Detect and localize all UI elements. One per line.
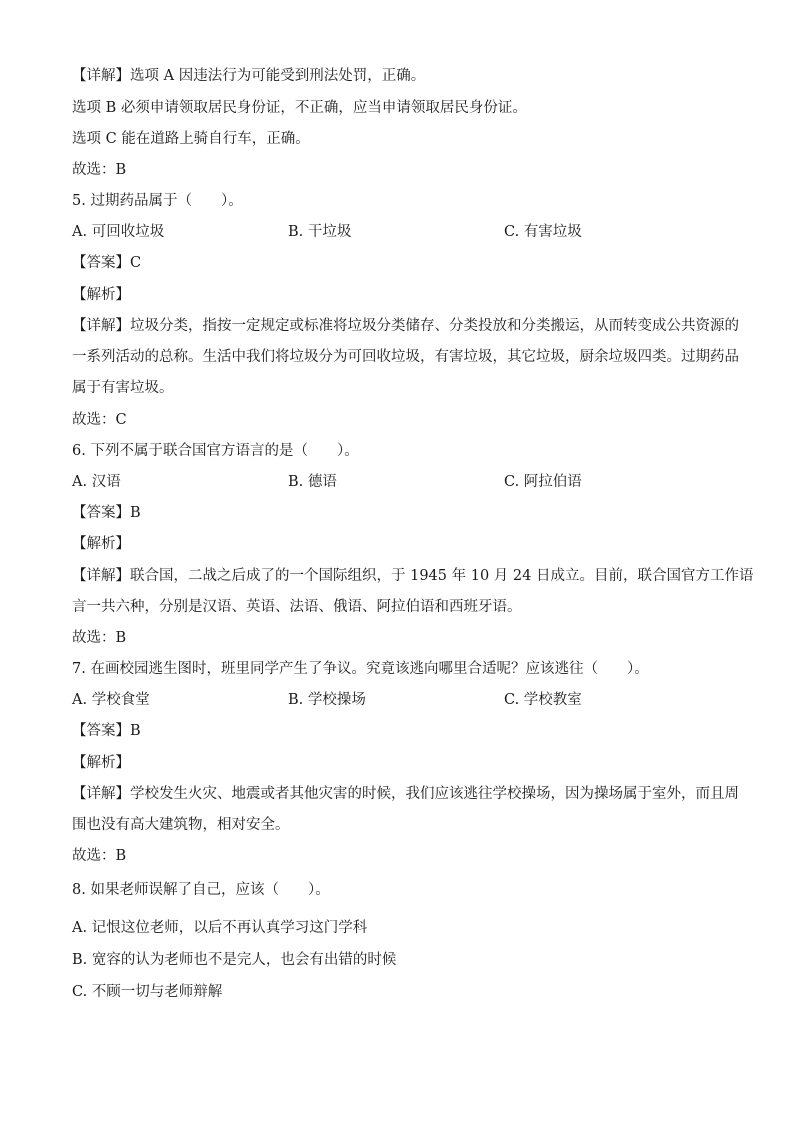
q7-detail-line2: 围也没有高大建筑物，相对安全。 (72, 817, 290, 833)
q8-question: 8. 如果老师误解了自己，应该（ ）。 (72, 882, 330, 898)
q5-question: 5. 过期药品属于（ ）。 (72, 193, 243, 209)
q4-choice: 故选：B (72, 162, 127, 178)
q6-option-a: A. 汉语 (72, 474, 121, 490)
q6-choice: 故选：B (72, 630, 127, 646)
q5-option-a: A. 可回收垃圾 (72, 224, 165, 240)
q5-options (72, 222, 722, 242)
q8-option-c: C. 不顾一切与老师辩解 (72, 984, 223, 1000)
q6-option-c: C. 阿拉伯语 (504, 474, 582, 490)
q4-detail-line3: 选项 C 能在道路上骑自行车，正确。 (72, 131, 310, 147)
q7-option-c: C. 学校教室 (504, 692, 582, 708)
q7-choice: 故选：B (72, 848, 127, 864)
q6-option-b: B. 德语 (288, 474, 337, 490)
q6-detail-line2: 言一共六种，分别是汉语、英语、法语、俄语、阿拉伯语和西班牙语。 (72, 599, 522, 615)
q6-options (72, 472, 722, 492)
q5-analysis-heading: 【解析】 (72, 287, 130, 303)
q5-option-b: B. 干垃圾 (288, 224, 352, 240)
q7-question: 7. 在画校园逃生图时，班里同学产生了争议。究竟该逃向哪里合适呢？应该逃往（ ）。 (72, 661, 649, 677)
q7-options (72, 690, 722, 710)
q5-detail-line2: 一系列活动的总称。生活中我们将垃圾分为可回收垃圾，有害垃圾，其它垃圾，厨余垃圾四类。过期药品 (72, 349, 739, 365)
q4-detail: 【详解】选项 A 因违法行为可能受到刑法处罚，正确。 (72, 68, 426, 84)
q7-analysis-heading: 【解析】 (72, 755, 130, 771)
q5-detail-line1: 【详解】垃圾分类，指按一定规定或标准将垃圾分类储存、分类投放和分类搬运，从而转变成公共资源的 (72, 318, 739, 334)
q4-detail-line2: 选项 B 必须申请领取居民身份证，不正确，应当申请领取居民身份证。 (72, 100, 527, 116)
q6-answer: 【答案】B (72, 505, 141, 521)
q7-detail-line1: 【详解】学校发生火灾、地震或者其他灾害的时候，我们应该逃往学校操场，因为操场属于室外，而且周 (72, 786, 739, 802)
q7-answer: 【答案】B (72, 723, 141, 739)
q5-detail-line3: 属于有害垃圾。 (72, 380, 174, 396)
q8-option-a: A. 记恨这位老师，以后不再认真学习这门学科 (72, 920, 368, 936)
q6-detail-line1: 【详解】联合国，二战之后成了的一个国际组织，于 1945 年 10 月 24 日成立。目前，联合国官方工作语 (72, 568, 754, 584)
q6-analysis-heading: 【解析】 (72, 536, 130, 552)
q5-option-c: C. 有害垃圾 (504, 224, 582, 240)
q8-option-b: B. 宽容的认为老师也不是完人，也会有出错的时候 (72, 952, 397, 968)
q5-answer: 【答案】C (72, 255, 142, 271)
q6-question: 6. 下列不属于联合国官方语言的是（ ）。 (72, 443, 359, 459)
q5-choice: 故选：C (72, 412, 127, 428)
q7-option-b: B. 学校操场 (288, 692, 366, 708)
q7-option-a: A. 学校食堂 (72, 692, 150, 708)
